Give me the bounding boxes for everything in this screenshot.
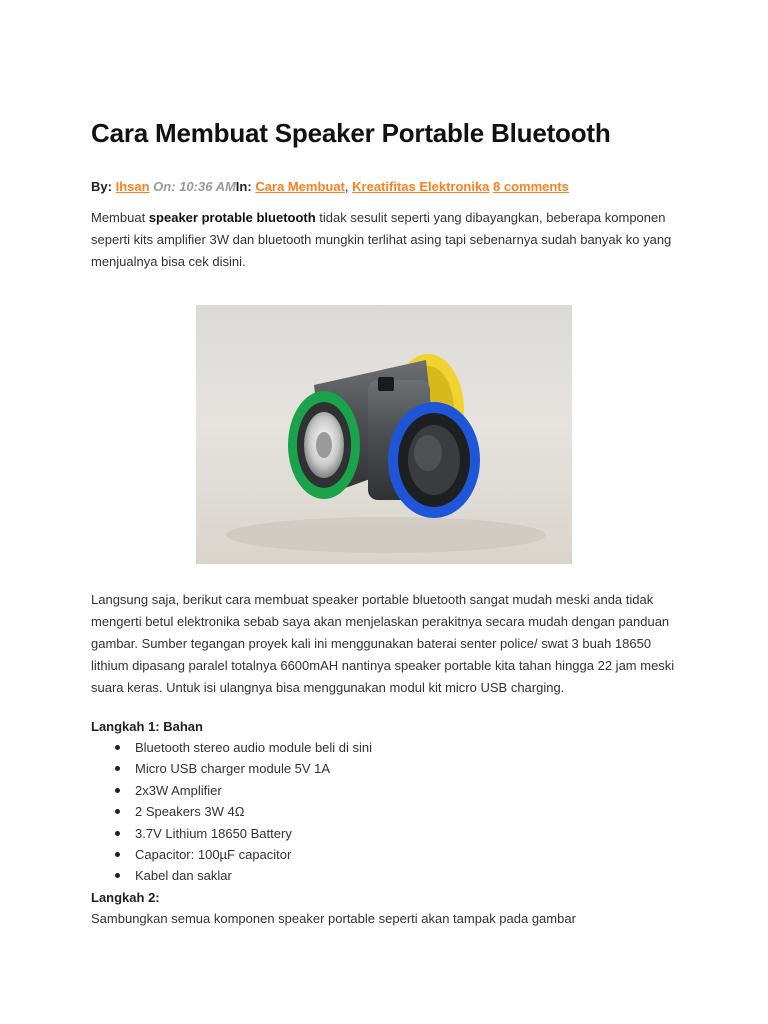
list-item [91,823,372,844]
on-label: On: [153,179,176,194]
intro-text-after: tidak sesulit seperti yang dibayangkan, beberapa komponen seperti kits amplifier 3W dan bluetooth mungkin terlihat asing tapi sebenarnya sudah banyak ko yang menjualnya bisa cek disini. [91,210,672,269]
article-title: Cara Membuat Speaker Portable Bluetooth [91,118,611,148]
category-separator: , [344,179,349,194]
bullet-icon [115,809,120,814]
bullet-icon [115,852,120,857]
list-item [91,801,372,822]
list-item [91,758,372,779]
bullet-icon [115,788,120,793]
author-link[interactable]: Ihsan [115,179,150,194]
list-item-text: 2 Speakers 3W 4Ω [135,804,245,820]
speaker-photo [196,305,572,564]
post-time: 10:36 AM [179,179,236,194]
by-label: By: [91,179,112,194]
list-item-text: Micro USB charger module 5V 1A [135,761,331,777]
list-item-text: 2x3W Amplifier [135,782,222,798]
list-item [91,844,372,865]
body-paragraph: Langsung saja, berikut cara membuat speaker portable bluetooth sangat mudah meski anda tidak mengerti betul elektronika sebab saya akan menjelaskan perakitnya secara mudah dengan panduan gambar. Sumber tegangan proyek kali ini menggunakan baterai senter police/ swat 3 buah 18650 lithium dipasang paralel totalnya 6600mAH nantinya speaker portable kita tahan hingga 22 jam meski suara keras. Untuk isi ulangnya bisa menggunakan modul kit micro USB charging. [91,592,675,695]
category-link-kreatifitas[interactable]: Kreatifitas Elektronika [352,179,490,194]
list-item [91,737,372,758]
step2-paragraph: Sambungkan semua komponen speaker portable seperti akan tampak pada gambar [91,911,576,926]
list-item-text: Bluetooth stereo audio module beli di sini [135,740,373,755]
list-item-text: Kabel dan saklar [135,868,232,884]
intro-bold-keyword: speaker protable bluetooth [148,210,316,225]
step1-heading: Langkah 1: Bahan [91,719,203,734]
article-meta [91,179,569,194]
list-item-text: Capacitor: 100µF capacitor [135,846,292,862]
bullet-icon [115,745,120,750]
materials-list [91,737,372,887]
in-label: In: [235,179,252,194]
category-link-cara-membuat[interactable]: Cara Membuat [255,179,345,194]
bullet-icon [115,766,120,771]
list-item-text: 3.7V Lithium 18650 Battery [135,825,292,841]
bullet-icon [115,873,120,878]
list-item [91,865,372,886]
intro-text-before: Membuat [91,210,149,225]
comments-link[interactable]: 8 comments [493,179,569,194]
step2-heading: Langkah 2: [91,890,160,905]
list-item [91,780,372,801]
bullet-icon [115,831,120,836]
intro-paragraph [91,207,691,273]
